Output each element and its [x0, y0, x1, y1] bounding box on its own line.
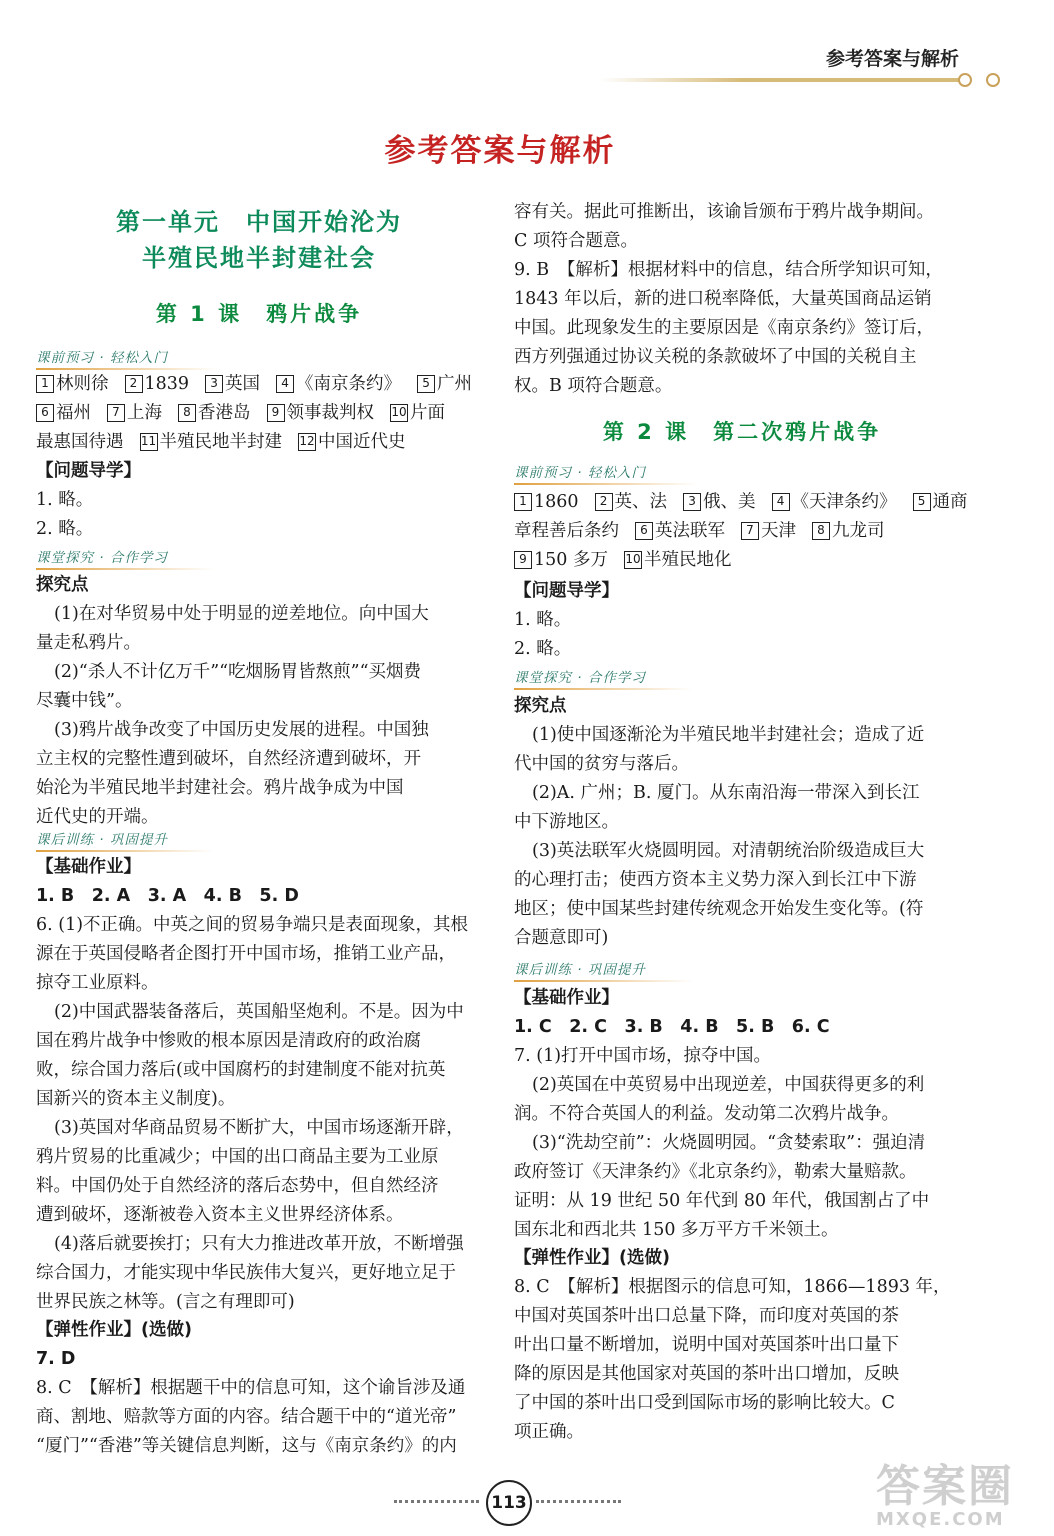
question-guide-answer-2: 2. 略。 — [36, 519, 94, 539]
preview-item — [741, 521, 796, 541]
preview-item — [514, 492, 579, 512]
preview-item — [913, 492, 968, 512]
page-number: 113 — [486, 1480, 532, 1526]
text-line: 地区；使中国某些封建传统观念开始发生变化等。(符 — [514, 899, 924, 919]
text-line: 项正确。 — [514, 1422, 584, 1442]
preview-row — [36, 428, 422, 457]
answer-number-box: 1 — [36, 375, 54, 393]
lesson-2-title: 第 2 课 第二次鸦片战争 — [602, 420, 882, 444]
preview-answer-text: 最惠国待遇 — [36, 432, 124, 452]
preview-answer-text: 上海 — [127, 403, 162, 423]
preview-item — [390, 403, 445, 423]
text-line: 8. C 【解析】根据题干中的信息可知，这个谕旨涉及通 — [36, 1378, 466, 1398]
preview-answer-text: 俄、美 — [703, 492, 756, 512]
preview-answer-text: 福州 — [56, 403, 91, 423]
text-line: (3)英法联军火烧圆明园。对清朝统治阶级造成巨大 — [532, 841, 925, 861]
page-number-dots-right — [536, 1500, 621, 1503]
text-line: (2)“杀人不计亿万千”“吃烟肠胃皆熬煎”“买烟费 — [54, 662, 422, 682]
text-line: 容有关。据此可推断出，该谕旨颁布于鸦片战争期间。 — [514, 202, 934, 222]
section-class: 课堂探究 · 合作学习 — [514, 668, 692, 688]
answer-number-box: 10 — [390, 404, 408, 422]
preview-answer-text: 片面 — [410, 403, 445, 423]
text-line: 商、割地、赔款等方面的内容。结合题干中的“道光帝” — [36, 1407, 457, 1427]
section-class: 课堂探究 · 合作学习 — [36, 548, 214, 568]
text-line: 证明：从 19 世纪 50 年代到 80 年代，俄国割占了中 — [514, 1191, 930, 1211]
section-after-class: 课后训练 · 巩固提升 — [514, 960, 694, 980]
running-header: 参考答案与解析 — [825, 48, 959, 70]
basic-homework-heading: 【基础作业】 — [514, 988, 619, 1008]
question-guide-heading: 【问题导学】 — [36, 461, 141, 481]
preview-answer-text: 香港岛 — [198, 403, 251, 423]
section-after-class: 课后训练 · 巩固提升 — [36, 830, 214, 850]
answer-number-box: 6 — [36, 404, 54, 422]
preview-answer-text: 中国近代史 — [318, 432, 406, 452]
text-line: 9. B 【解析】根据材料中的信息，结合所学知识可知， — [514, 260, 943, 280]
answer-number-box: 1 — [514, 493, 532, 511]
answer-number-box: 12 — [298, 433, 316, 451]
text-line: (3)鸦片战争改变了中国历史发展的进程。中国独 — [54, 720, 429, 740]
lesson-1-title: 第 1 课 鸦片战争 — [155, 302, 363, 326]
text-line: 权。B 项符合题意。 — [514, 376, 673, 396]
text-line: 国东北和西北共 150 多万平方千米领土。 — [514, 1220, 839, 1240]
text-line: (2)中国武器装备落后，英国船坚炮利。不是。因为中 — [54, 1002, 464, 1022]
preview-answer-text: 《南京条约》 — [296, 374, 402, 394]
text-line: (1)在对华贸易中处于明显的逆差地位。向中国大 — [54, 604, 429, 624]
preview-answer-text: 半殖民地半封建 — [159, 432, 282, 452]
answer-number-box: 5 — [417, 375, 435, 393]
preview-answer-text: 英法联军 — [655, 521, 725, 541]
answer-number-box: 8 — [812, 522, 830, 540]
text-line: 中国。此现象发生的主要原因是《南京条约》签订后， — [514, 318, 934, 338]
preview-answer-text: 150 多万 — [534, 550, 608, 570]
section-preview: 课前预习 · 轻松入门 — [36, 348, 218, 368]
question-guide-heading: 【问题导学】 — [514, 581, 619, 601]
text-line: 了中国的茶叶出口受到国际市场的影响比较大。C — [514, 1393, 895, 1413]
preview-answer-text: 1839 — [144, 374, 190, 394]
text-line: 始沦为半殖民地半封建社会。鸦片战争成为中国 — [36, 778, 404, 798]
preview-item — [267, 403, 375, 423]
answer-number-box: 4 — [276, 375, 294, 393]
preview-row — [36, 370, 488, 399]
text-line: 7. (1)打开中国市场，掠夺中国。 — [514, 1046, 772, 1066]
preview-item — [514, 521, 619, 541]
preview-item — [205, 374, 260, 394]
text-line: 政府签订《天津条约》《北京条约》，勒索大量赔款。 — [514, 1162, 917, 1182]
text-line: 8. C 【解析】根据图示的信息可知，1866—1893 年， — [514, 1277, 951, 1297]
text-line: (3)英国对华商品贸易不断扩大，中国市场逐渐开辟， — [54, 1118, 464, 1138]
preview-item — [178, 403, 251, 423]
text-line: 世界民族之林等。(言之有理即可) — [36, 1292, 295, 1312]
text-line: 中国对英国茶叶出口总量下降，而印度对英国的茶 — [514, 1306, 899, 1326]
page-title: 参考答案与解析 — [384, 133, 616, 169]
watermark-logo: 答案圈 MXQE.COM — [876, 1461, 1014, 1530]
section-preview: 课前预习 · 轻松入门 — [514, 463, 698, 483]
answer-number-box: 7 — [107, 404, 125, 422]
answer-number-box: 5 — [913, 493, 931, 511]
text-line: 合题意即可) — [514, 928, 609, 948]
text-line: (1)使中国逐渐沦为半殖民地半封建社会；造成了近 — [532, 725, 925, 745]
text-line: 遭到破坏，逐渐被卷入资本主义世界经济体系。 — [36, 1205, 404, 1225]
text-line: (4)落后就要挨打；只有大力推进改革开放，不断增强 — [54, 1234, 464, 1254]
text-line: 国在鸦片战争中惨败的根本原因是清政府的政治腐 — [36, 1031, 421, 1051]
text-line: 叶出口量不断增加，说明中国对英国茶叶出口量下 — [514, 1335, 899, 1355]
preview-answer-text: 林则徐 — [56, 374, 109, 394]
preview-item — [683, 492, 756, 512]
preview-item — [635, 521, 725, 541]
answer-number-box: 8 — [178, 404, 196, 422]
answer-number-box: 6 — [635, 522, 653, 540]
text-line: 西方列强通过协议关税的条款破坏了中国的关税自主 — [514, 347, 917, 367]
preview-row — [514, 546, 747, 575]
text-line: 1843 年以后，新的进口税率降低，大量英国商品运销 — [514, 289, 932, 309]
preview-answer-text: 九龙司 — [832, 521, 885, 541]
text-line: C 项符合题意。 — [514, 231, 638, 251]
text-line: 降的原因是其他国家对英国的茶叶出口增加，反映 — [514, 1364, 899, 1384]
multiple-choice-answers: 1. C 2. C 3. B 4. B 5. B 6. C — [514, 1017, 830, 1037]
preview-answer-text: 英、法 — [614, 492, 668, 512]
text-line: 量走私鸦片。 — [36, 633, 141, 653]
text-line: 润。不符合英国人的利益。发动第二次鸦片战争。 — [514, 1104, 899, 1124]
basic-homework-heading: 【基础作业】 — [36, 857, 141, 877]
elastic-homework-heading: 【弹性作业】(选做) — [514, 1248, 670, 1268]
preview-answer-text: 领事裁判权 — [286, 403, 374, 423]
answer-number-box: 7 — [741, 522, 759, 540]
unit-title-line1: 第一单元 中国开始沦为 — [116, 208, 402, 236]
preview-item — [772, 492, 897, 512]
text-line: 中下游地区。 — [514, 812, 619, 832]
answer-number-box: 11 — [140, 433, 158, 451]
preview-item — [140, 432, 283, 452]
text-line: “厦门”“香港”等关键信息判断，这与《南京条约》的内 — [36, 1436, 457, 1456]
text-line: 鸦片贸易的比重减少；中国的出口商品主要为工业原 — [36, 1147, 439, 1167]
preview-item — [276, 374, 401, 394]
text-line: 代中国的贫穷与落后。 — [514, 754, 689, 774]
preview-answer-text: 《天津条约》 — [791, 492, 897, 512]
explore-heading: 探究点 — [36, 575, 89, 595]
preview-row — [36, 399, 461, 428]
preview-answer-text: 章程善后条约 — [514, 521, 619, 541]
text-line: 料。中国仍处于自然经济的落后态势中，但自然经济 — [36, 1176, 439, 1196]
preview-item — [514, 550, 608, 570]
preview-item — [624, 550, 732, 570]
preview-item — [417, 374, 472, 394]
question-guide-answer-1: 1. 略。 — [36, 490, 94, 510]
text-line: 立主权的完整性遭到破坏，自然经济遭到破坏，开 — [36, 749, 421, 769]
elastic-homework-heading: 【弹性作业】(选做) — [36, 1320, 192, 1340]
answer-number-box: 3 — [683, 493, 701, 511]
answer-number-box: 2 — [125, 375, 143, 393]
header-ornament — [958, 72, 1014, 91]
preview-row — [514, 488, 984, 517]
preview-answer-text: 通商 — [932, 492, 968, 512]
unit-title-line2: 半殖民地半封建社会 — [142, 244, 376, 272]
text-line: 的心理打击；使西方资本主义势力深入到长江中下游 — [514, 870, 917, 890]
preview-answer-text: 广州 — [437, 374, 473, 394]
text-line: 国新兴的资本主义制度)。 — [36, 1089, 236, 1109]
text-line: (3)“洗劫空前”：火烧圆明园。“贪婪索取”：强迫清 — [532, 1133, 926, 1153]
answer-7: 7. D — [36, 1349, 76, 1369]
preview-answer-text: 半殖民地化 — [643, 550, 732, 570]
explore-heading: 探究点 — [514, 696, 567, 716]
preview-item — [36, 432, 124, 452]
page-number-dots-left — [394, 1500, 479, 1503]
text-line: 败，综合国力落后(或中国腐朽的封建制度不能对抗英 — [36, 1060, 446, 1080]
preview-answer-text: 天津 — [761, 521, 796, 541]
answer-number-box: 2 — [595, 493, 613, 511]
text-line: 6. (1)不正确。中英之间的贸易争端只是表面现象，其根 — [36, 915, 469, 935]
answer-number-box: 9 — [267, 404, 285, 422]
header-rule — [600, 78, 960, 82]
preview-answer-text: 1860 — [534, 492, 579, 512]
preview-answer-text: 英国 — [225, 374, 261, 394]
answer-number-box: 9 — [514, 551, 532, 569]
text-line: 掠夺工业原料。 — [36, 973, 159, 993]
answer-number-box: 4 — [772, 493, 790, 511]
question-guide-answer-1: 1. 略。 — [514, 610, 572, 630]
preview-item — [298, 432, 406, 452]
preview-item — [107, 403, 162, 423]
preview-item — [595, 492, 668, 512]
answer-number-box: 3 — [205, 375, 223, 393]
answer-number-box: 10 — [624, 551, 642, 569]
text-line: 综合国力，才能实现中华民族伟大复兴，更好地立足于 — [36, 1263, 456, 1283]
preview-item — [812, 521, 885, 541]
multiple-choice-answers: 1. B 2. A 3. A 4. B 5. D — [36, 886, 299, 906]
preview-item — [36, 403, 91, 423]
preview-item — [125, 374, 190, 394]
text-line: 尽囊中钱”。 — [36, 691, 133, 711]
preview-row — [514, 517, 901, 546]
question-guide-answer-2: 2. 略。 — [514, 639, 572, 659]
text-line: 源在于英国侵略者企图打开中国市场，推销工业产品， — [36, 944, 456, 964]
text-line: (2)英国在中英贸易中出现逆差，中国获得更多的利 — [532, 1075, 925, 1095]
text-line: (2)A. 广州；B. 厦门。从东南沿海一带深入到长江 — [532, 783, 920, 803]
preview-item — [36, 374, 109, 394]
text-line: 近代史的开端。 — [36, 807, 159, 827]
